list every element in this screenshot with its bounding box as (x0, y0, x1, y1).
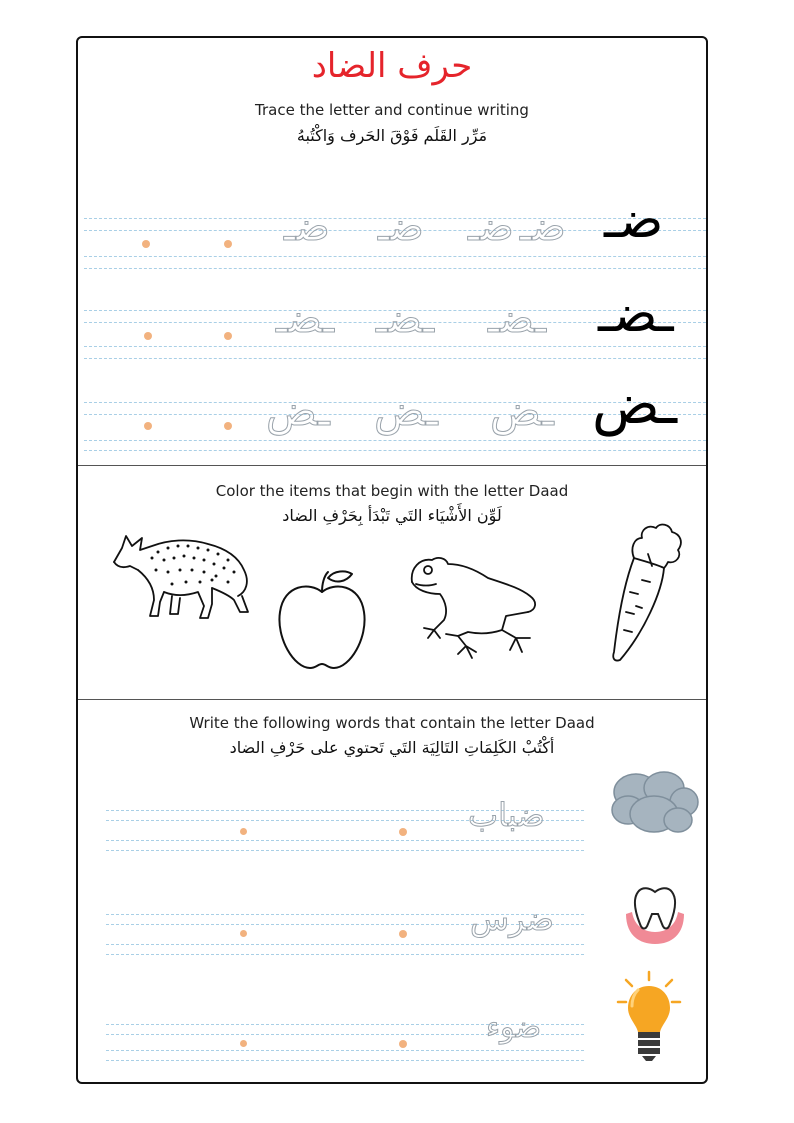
guide-line (106, 954, 584, 955)
apple-icon[interactable] (274, 568, 370, 672)
trace-letter[interactable]: ـض (266, 386, 330, 435)
trace-letter[interactable]: ـضـ (376, 296, 435, 342)
trace-letter[interactable]: ضـ (284, 204, 330, 250)
page-title: حرف الضاد (311, 46, 473, 86)
trace-letter[interactable]: ـضـ (276, 296, 335, 342)
section-divider (78, 699, 706, 700)
guide-line (84, 256, 706, 257)
model-letter-medial: ـضـ (598, 284, 674, 344)
color-instruction-en: Color the items that begin with the letter Daad (215, 482, 569, 500)
molar-tooth-icon (624, 884, 686, 946)
start-dot (144, 332, 152, 340)
light-bulb-icon (616, 970, 682, 1062)
trace-instruction-ar: مَرِّر القَلَم فَوْقَ الحَرف وَاكْتُبهُ (296, 126, 488, 145)
trace-letter[interactable]: ـض (374, 386, 438, 435)
hyena-icon[interactable] (108, 526, 254, 622)
trace-letter[interactable]: ـضـ (488, 296, 547, 342)
guide-line (84, 268, 706, 269)
color-instruction-ar: لَوِّن الأَشْيَاء التَي تَبْدَأ بِحَرْفِ الضاد (282, 506, 502, 525)
guide-line (84, 358, 706, 359)
trace-letter[interactable]: ـض (490, 386, 554, 435)
carrot-icon[interactable] (604, 522, 690, 664)
trace-letter[interactable]: ضـ (468, 204, 514, 250)
fog-cloud-icon (608, 770, 700, 836)
section-divider (78, 465, 706, 466)
guide-line (84, 450, 706, 451)
words-instruction-ar: أكْتُبْ الكَلِمَاتِ التَالِيَة التَي تَحتوي على حَرْفِ الضاد (229, 738, 555, 757)
start-dot (144, 422, 152, 430)
start-dot (399, 1040, 407, 1048)
start-dot (224, 422, 232, 430)
guide-line (106, 840, 584, 841)
guide-line (106, 1050, 584, 1051)
words-instruction-en: Write the following words that contain the letter Daad (189, 714, 595, 732)
guide-line (84, 440, 706, 441)
start-dot (399, 930, 407, 938)
guide-line (84, 346, 706, 347)
start-dot (240, 930, 247, 937)
start-dot (240, 1040, 247, 1047)
start-dot (224, 240, 232, 248)
trace-word[interactable]: ضباب (468, 796, 545, 834)
guide-line (106, 1060, 584, 1061)
trace-instruction-en: Trace the letter and continue writing (255, 101, 529, 119)
trace-letter[interactable]: ضـ (520, 204, 566, 250)
trace-word[interactable]: ضوء (486, 1010, 542, 1045)
start-dot (399, 828, 407, 836)
start-dot (240, 828, 247, 835)
model-letter-final: ـض (592, 372, 678, 437)
start-dot (224, 332, 232, 340)
model-letter-initial: ضـ (604, 190, 664, 250)
start-dot (142, 240, 150, 248)
trace-letter[interactable]: ضـ (378, 204, 424, 250)
trace-word[interactable]: ضرس (470, 900, 554, 938)
guide-line (106, 944, 584, 945)
frog-icon[interactable] (406, 554, 542, 662)
guide-line (106, 850, 584, 851)
